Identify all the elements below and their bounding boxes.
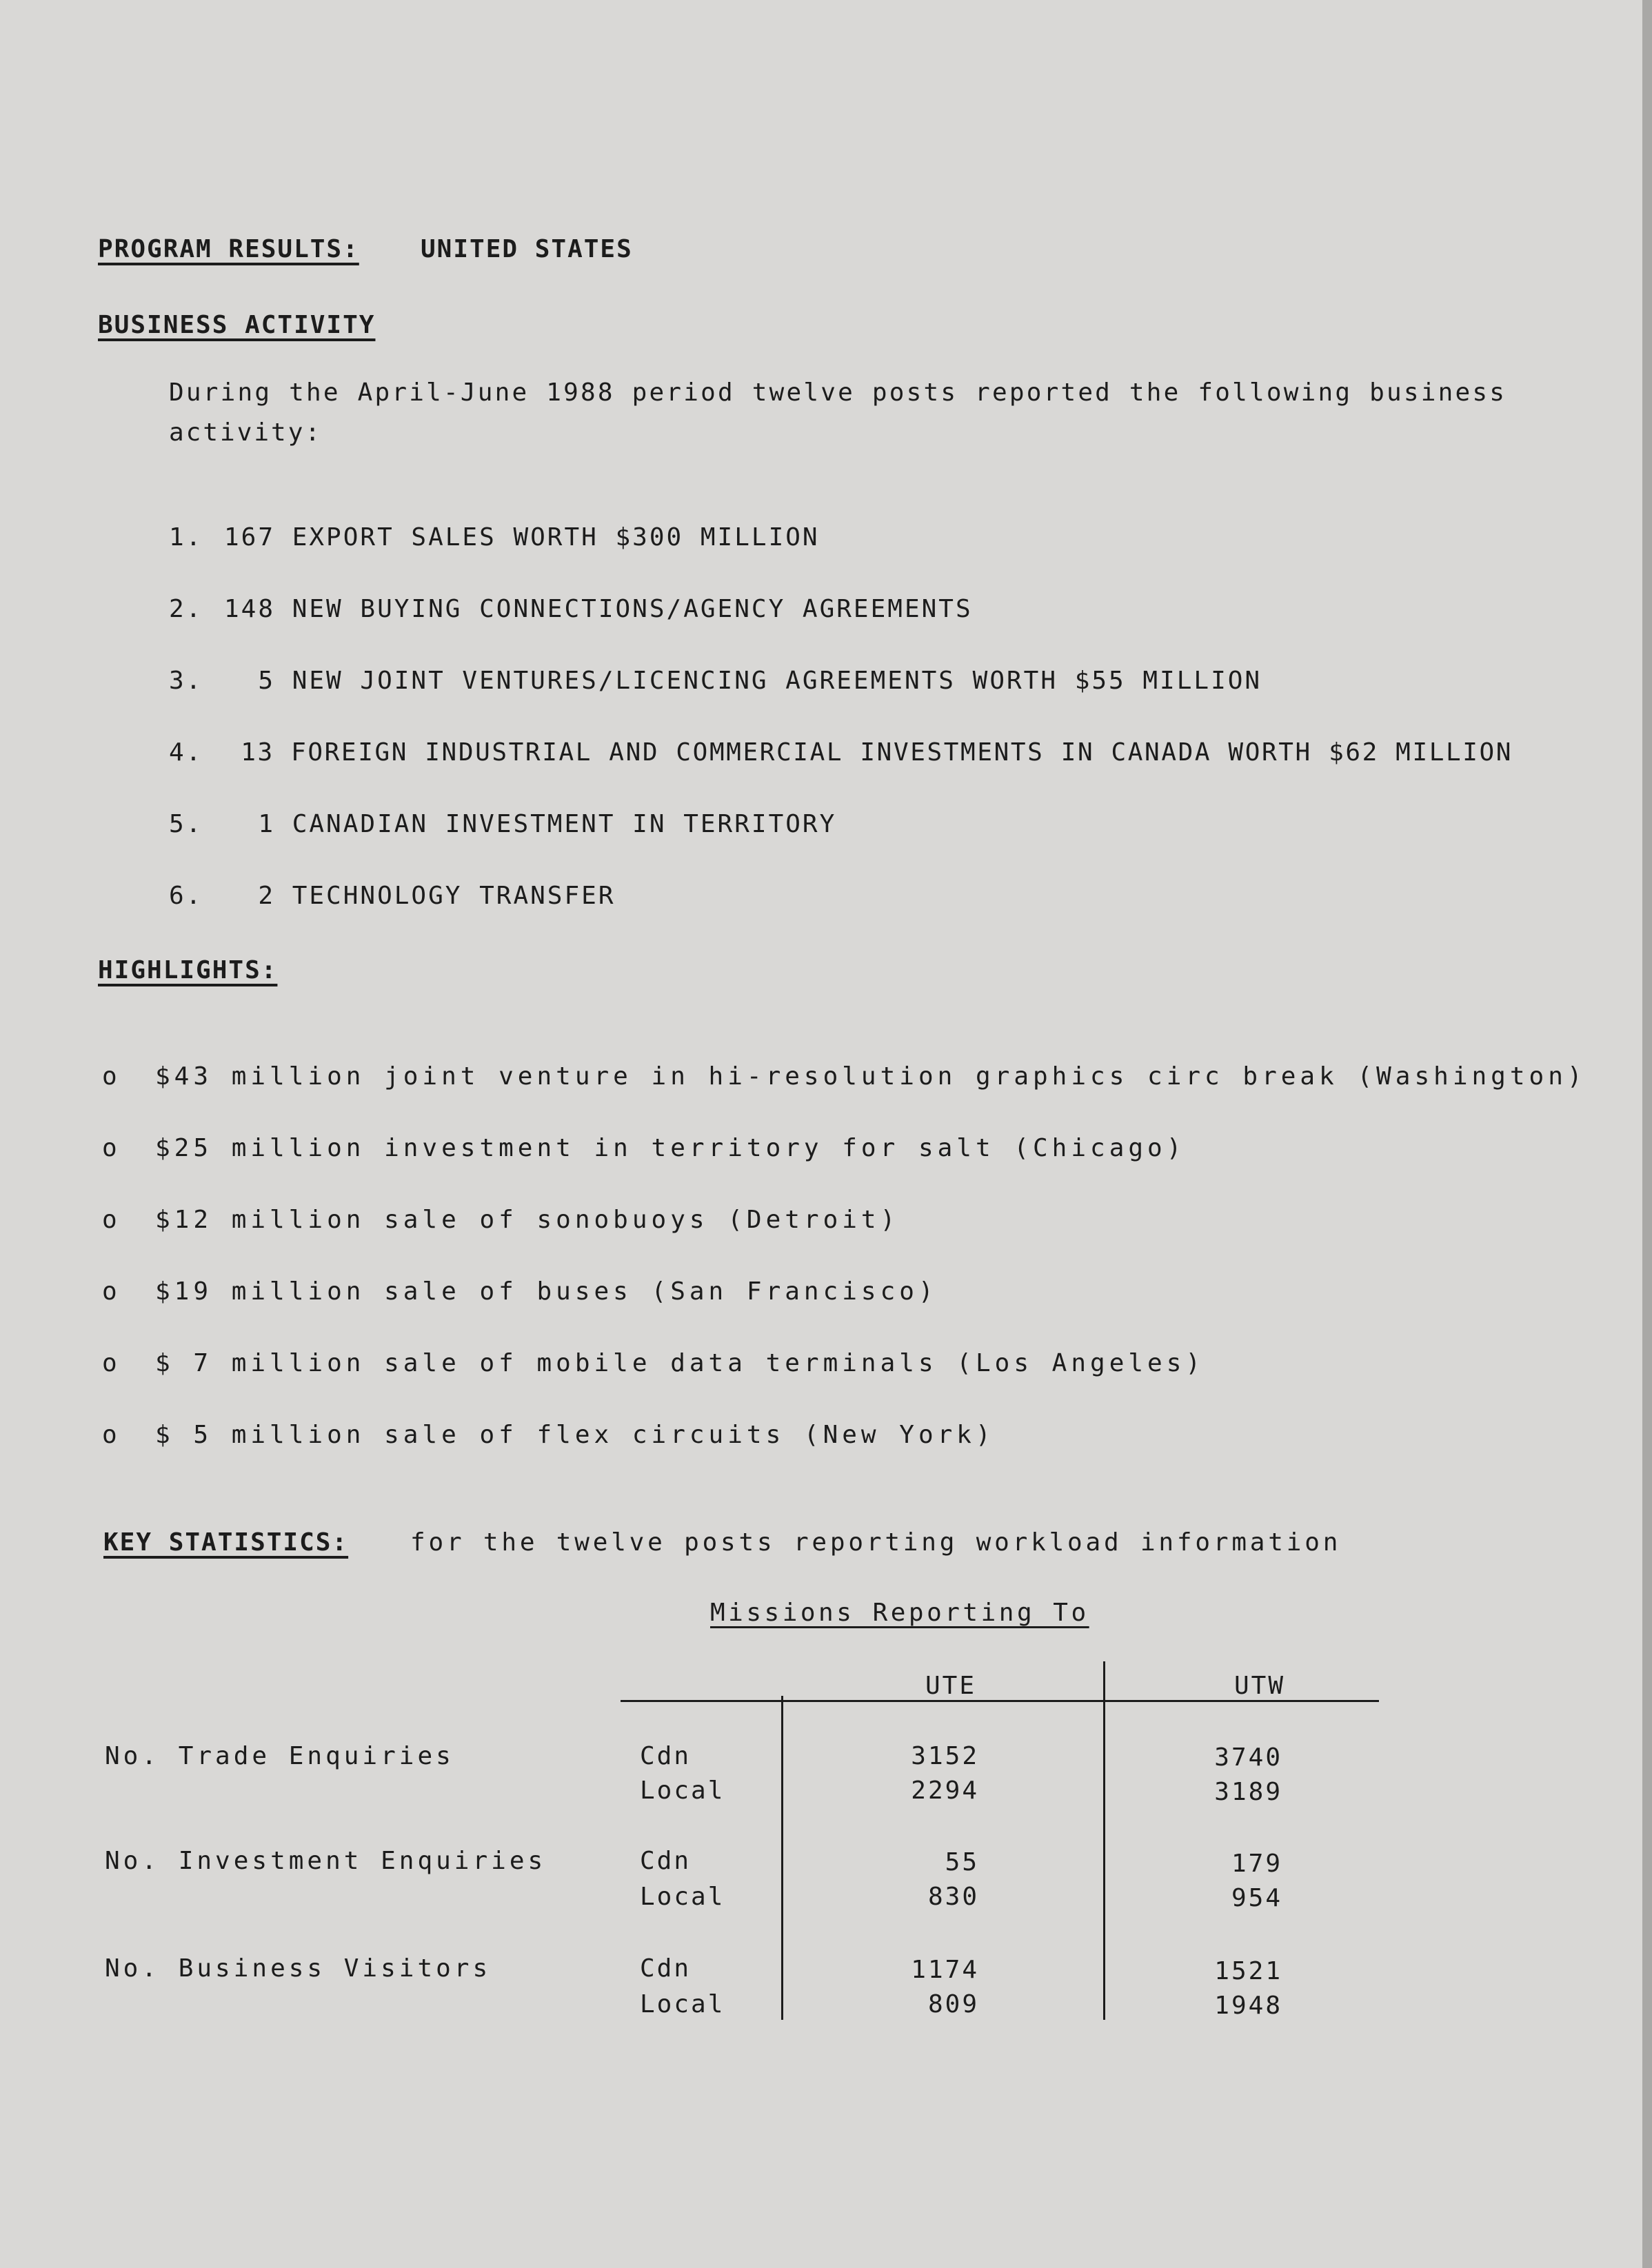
cell-utw: 1948 <box>1214 1992 1282 2020</box>
row-label-business-visitors: No. Business Visitors <box>105 1954 492 1983</box>
activity-item-4-num: 4. <box>169 738 203 767</box>
cell-utw: 3740 <box>1214 1743 1282 1772</box>
row-type-local: Local <box>640 1990 725 2018</box>
row-type-local: Local <box>640 1776 725 1805</box>
cell-ute: 55 <box>945 1848 979 1876</box>
cell-utw: 179 <box>1231 1850 1282 1878</box>
cell-ute: 3152 <box>911 1742 979 1770</box>
highlight-bullet-2: o <box>102 1134 119 1162</box>
intro-line-1: During the April-June 1988 period twelve posts reported the following business <box>169 378 1507 407</box>
highlight-item-6: $ 5 million sale of flex circuits (New York) <box>155 1421 995 1449</box>
highlights-heading: HIGHLIGHTS: <box>98 956 278 984</box>
highlight-bullet-1: o <box>102 1062 119 1091</box>
highlight-bullet-3: o <box>102 1206 119 1234</box>
country-heading: UNITED STATES <box>421 235 633 263</box>
cell-ute: 2294 <box>911 1776 979 1805</box>
row-type-cdn: Cdn <box>640 1847 692 1875</box>
highlight-bullet-5: o <box>102 1349 119 1377</box>
row-type-cdn: Cdn <box>640 1954 692 1983</box>
row-label-investment-enquiries: No. Investment Enquiries <box>105 1847 547 1875</box>
activity-item-4-text: 13 FOREIGN INDUSTRIAL AND COMMERCIAL INVESTMENTS IN CANADA WORTH $62 MILLION <box>224 738 1513 767</box>
cell-ute: 830 <box>927 1883 979 1911</box>
key-statistics-heading: KEY STATISTICS: <box>103 1528 349 1557</box>
activity-item-6-num: 6. <box>169 882 203 910</box>
activity-item-5-num: 5. <box>169 810 203 838</box>
page-edge-shadow <box>1642 0 1652 2268</box>
activity-item-1-text: 167 EXPORT SALES WORTH $300 MILLION <box>224 523 820 551</box>
cell-utw: 1521 <box>1214 1957 1282 1985</box>
highlight-item-2: $25 million investment in territory for salt (Chicago) <box>155 1134 1186 1162</box>
column-header-utw: UTW <box>1234 1672 1286 1700</box>
column-header-ute: UTE <box>925 1672 977 1700</box>
cell-ute: 809 <box>927 1990 979 2018</box>
highlight-bullet-4: o <box>102 1277 119 1306</box>
table-title: Missions Reporting To <box>710 1599 1089 1627</box>
highlight-bullet-6: o <box>102 1421 119 1449</box>
highlight-item-4: $19 million sale of buses (San Francisco) <box>155 1277 938 1306</box>
activity-item-3-text: 5 NEW JOINT VENTURES/LICENCING AGREEMENTS WORTH $55 MILLION <box>224 667 1262 695</box>
intro-line-2: activity: <box>169 418 323 447</box>
highlight-item-3: $12 million sale of sonobuoys (Detroit) <box>155 1206 900 1234</box>
row-type-local: Local <box>640 1883 725 1911</box>
row-label-trade-enquiries: No. Trade Enquiries <box>105 1742 454 1770</box>
activity-item-2-num: 2. <box>169 595 203 623</box>
highlight-item-1: $43 million joint venture in hi-resolution graphics circ break (Washington) <box>155 1062 1586 1091</box>
business-activity-heading: BUSINESS ACTIVITY <box>98 311 376 339</box>
cell-utw: 3189 <box>1214 1778 1282 1806</box>
key-statistics-subtitle: for the twelve posts reporting workload information <box>410 1528 1342 1557</box>
row-type-cdn: Cdn <box>640 1742 692 1770</box>
activity-item-1-num: 1. <box>169 523 203 551</box>
activity-item-6-text: 2 TECHNOLOGY TRANSFER <box>224 882 616 910</box>
table-divider-left <box>781 1696 783 2020</box>
table-divider-right <box>1103 1661 1105 2020</box>
activity-item-2-text: 148 NEW BUYING CONNECTIONS/AGENCY AGREEMENTS <box>224 595 973 623</box>
highlight-item-5: $ 7 million sale of mobile data terminals (Los Angeles) <box>155 1349 1205 1377</box>
program-results-label: PROGRAM RESULTS: <box>98 235 359 263</box>
cell-utw: 954 <box>1231 1884 1282 1912</box>
activity-item-3-num: 3. <box>169 667 203 695</box>
cell-ute: 1174 <box>911 1956 979 1984</box>
activity-item-5-text: 1 CANADIAN INVESTMENT IN TERRITORY <box>224 810 837 838</box>
